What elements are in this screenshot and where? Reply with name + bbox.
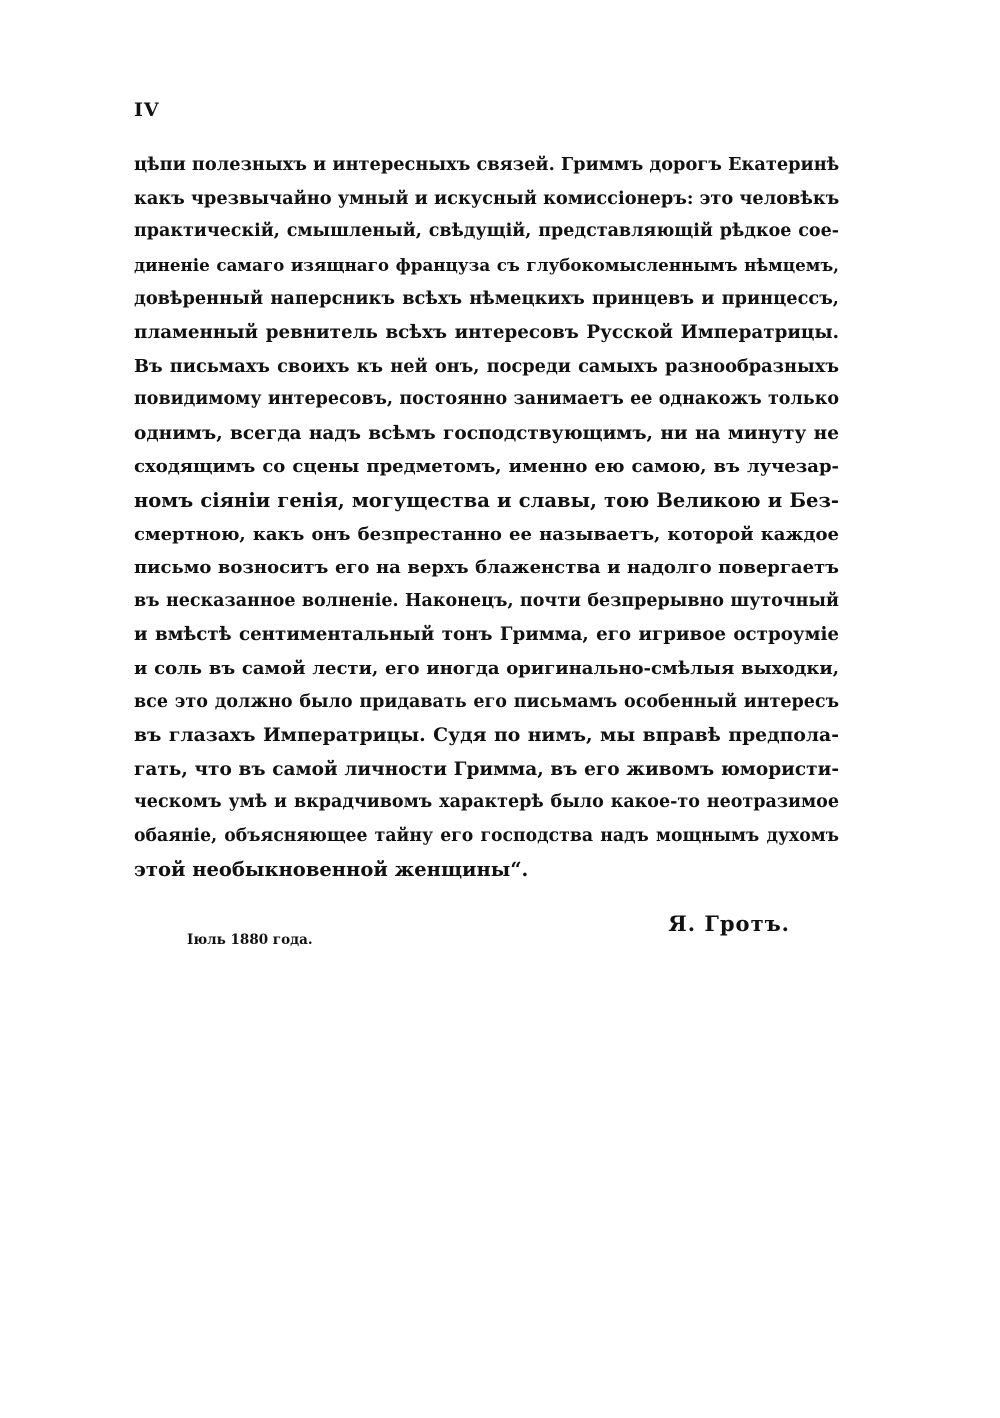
author-signature: Я. Гротъ. (668, 911, 790, 936)
text-line: сходящимъ со сцены предметомъ, именно ею самою, въ лучезар- (134, 456, 839, 478)
text-line: ческомъ умѣ и вкрадчивомъ характерѣ было какое-то неотразимое (134, 792, 839, 813)
text-line: диненіе самаго изящнаго француза съ глубокомысленнымъ нѣмцемъ, (134, 254, 839, 275)
text-line: гать, что въ самой личности Гримма, въ его живомъ юмористи- (134, 758, 839, 780)
text-line: въ несказанное волненіе. Наконецъ, почти безпрерывно шуточный (134, 590, 839, 611)
text-line: Въ письмахъ своихъ къ ней онъ, посреди самыхъ разнообразныхъ (134, 355, 839, 377)
text-line: и соль въ самой лести, его иногда оригинально-смѣлыя выходки, (134, 657, 839, 679)
text-line-last: этой необыкновенной женщины“. (134, 858, 529, 882)
page-number: IV (134, 99, 160, 121)
text-line: номъ сіяніи генія, могущества и славы, тою Великою и Без- (134, 488, 839, 512)
text-line: все это должно было придавать его письмамъ особенный интересъ (134, 691, 839, 712)
text-line: однимъ, всегда надъ всѣмъ господствующимъ, ни на минуту не (134, 422, 839, 444)
text-line: практическій, смышленый, свѣдущій, представляющій рѣдкое сое- (134, 221, 839, 242)
text-line: письмо возноситъ его на верхъ блаженства и надолго повергаетъ (134, 557, 839, 579)
text-line: и вмѣстѣ сентиментальный тонъ Гримма, его игривое остроуміе (134, 624, 839, 646)
text-line: довѣренный наперсникъ всѣхъ нѣмецкихъ принцевъ и принцессъ, (134, 288, 839, 310)
text-line: обаяніе, объясняющее тайну его господства надъ мощнымъ духомъ (134, 825, 839, 846)
text-line: въ глазахъ Императрицы. Судя по нимъ, мы вправѣ предпола- (134, 724, 839, 747)
text-line: пламенный ревнитель всѣхъ интересовъ Русской Императрицы. (134, 321, 839, 343)
text-line: повидимому интересовъ, постоянно занимаетъ ее однакожъ только (134, 389, 839, 410)
text-line: цѣпи полезныхъ и интересныхъ связей. Гриммъ дорогъ Екатеринѣ (134, 154, 840, 175)
body-paragraph (134, 148, 839, 887)
text-line: какъ чрезвычайно умный и искусный комиссіонеръ: это человѣкъ (134, 187, 840, 209)
text-line: смертною, какъ онъ безпрестанно ее называетъ, которой каждое (134, 523, 839, 545)
date-line: Іюль 1880 года. (187, 932, 313, 948)
